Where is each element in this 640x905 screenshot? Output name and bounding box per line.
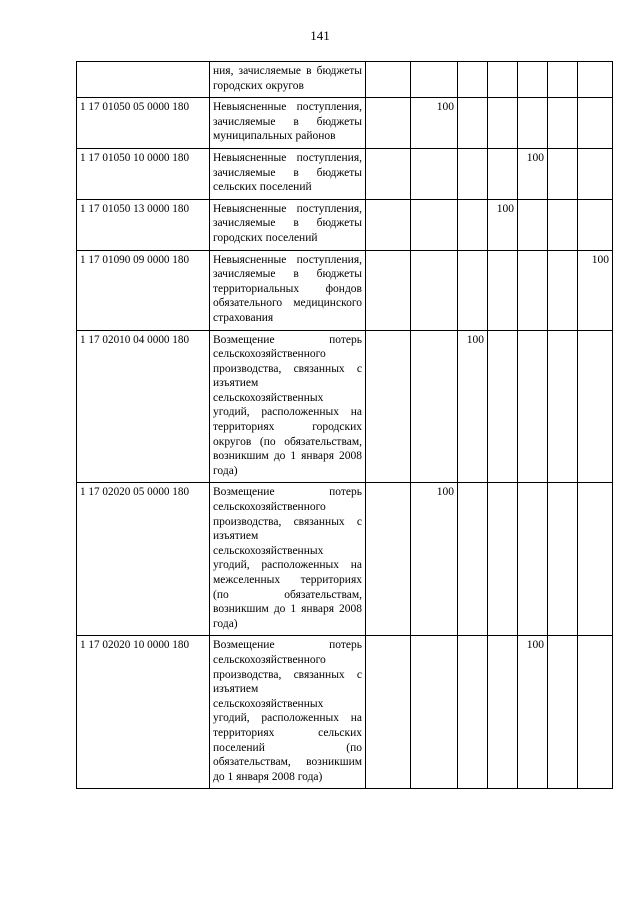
table-row [77,62,613,98]
value-cell-2: 100 [411,98,458,149]
revenue-name-cell: Возмещение потерь сельскохозяйственного производства, связанных с изъятием сельскохозяйственных угодий, расположенных на межселенных территориях (по обязательствам, возникшим до 1 января 2008 года) [210,483,366,636]
value-cell-4 [488,636,518,789]
table-row [77,199,613,250]
value-cell-3 [458,483,488,636]
revenue-name-cell: Возмещение потерь сельскохозяйственного производства, связанных с изъятием сельскохозяйственных угодий, расположенных на территориях городских округов (по обязательствам, возникшим до 1 января 2008 года) [210,330,366,483]
value-cell-5 [518,199,548,250]
page-number: 141 [310,28,330,43]
value-cell-2 [411,250,458,330]
value-cell-3 [458,636,488,789]
value-cell-6 [548,98,578,149]
table-row [77,98,613,149]
value-cell-5 [518,250,548,330]
value-cell-3 [458,199,488,250]
revenue-code-cell: 1 17 01090 09 0000 180 [77,250,210,330]
value-cell-3 [458,250,488,330]
value-cell-2 [411,148,458,199]
revenue-code-cell [77,62,210,98]
value-cell-4: 100 [488,199,518,250]
value-cell-6 [548,148,578,199]
value-cell-7 [578,62,613,98]
revenue-name-cell: Невыясненные поступления, зачисляемые в бюджеты территориальных фондов обязательного медицинского страхования [210,250,366,330]
value-cell-3 [458,148,488,199]
value-cell-7 [578,330,613,483]
value-cell-1 [366,98,411,149]
value-cell-1 [366,636,411,789]
revenue-code-cell: 1 17 01050 10 0000 180 [77,148,210,199]
value-cell-3 [458,62,488,98]
value-cell-5 [518,98,548,149]
revenue-code-cell: 1 17 02020 05 0000 180 [77,483,210,636]
value-cell-7 [578,483,613,636]
value-cell-7 [578,636,613,789]
value-cell-2: 100 [411,483,458,636]
value-cell-4 [488,330,518,483]
value-cell-7 [578,148,613,199]
value-cell-1 [366,250,411,330]
revenue-code-cell: 1 17 02020 10 0000 180 [77,636,210,789]
value-cell-5 [518,483,548,636]
revenue-name-cell: Невыясненные поступления, зачисляемые в бюджеты муниципальных районов [210,98,366,149]
value-cell-4 [488,250,518,330]
table-body [77,62,613,789]
value-cell-6 [548,62,578,98]
table-row [77,250,613,330]
table-row [77,330,613,483]
value-cell-6 [548,483,578,636]
revenue-name-cell: Возмещение потерь сельскохозяйственного производства, связанных с изъятием сельскохозяйственных угодий, расположенных на территориях сельских поселений (по обязательствам, возникшим до 1 января 2008 года) [210,636,366,789]
value-cell-2 [411,330,458,483]
value-cell-3 [458,98,488,149]
value-cell-6 [548,199,578,250]
revenue-name-cell: Невыясненные поступления, зачисляемые в бюджеты городских поселений [210,199,366,250]
value-cell-4 [488,483,518,636]
table-row [77,636,613,789]
value-cell-1 [366,199,411,250]
value-cell-5 [518,330,548,483]
revenue-code-cell: 1 17 02010 04 0000 180 [77,330,210,483]
value-cell-5: 100 [518,636,548,789]
value-cell-1 [366,148,411,199]
value-cell-7 [578,98,613,149]
value-cell-6 [548,636,578,789]
value-cell-4 [488,148,518,199]
table-row [77,148,613,199]
revenue-code-cell: 1 17 01050 05 0000 180 [77,98,210,149]
value-cell-2 [411,199,458,250]
revenue-name-cell: ния, зачисляемые в бюджеты городских округов [210,62,366,98]
budget-classification-table [76,61,613,789]
table-row [77,483,613,636]
value-cell-6 [548,250,578,330]
value-cell-3: 100 [458,330,488,483]
value-cell-1 [366,62,411,98]
value-cell-7: 100 [578,250,613,330]
value-cell-6 [548,330,578,483]
value-cell-4 [488,98,518,149]
value-cell-2 [411,636,458,789]
value-cell-4 [488,62,518,98]
revenue-name-cell: Невыясненные поступления, зачисляемые в бюджеты сельских поселений [210,148,366,199]
value-cell-5 [518,62,548,98]
value-cell-7 [578,199,613,250]
value-cell-2 [411,62,458,98]
revenue-code-cell: 1 17 01050 13 0000 180 [77,199,210,250]
value-cell-1 [366,483,411,636]
value-cell-1 [366,330,411,483]
value-cell-5: 100 [518,148,548,199]
